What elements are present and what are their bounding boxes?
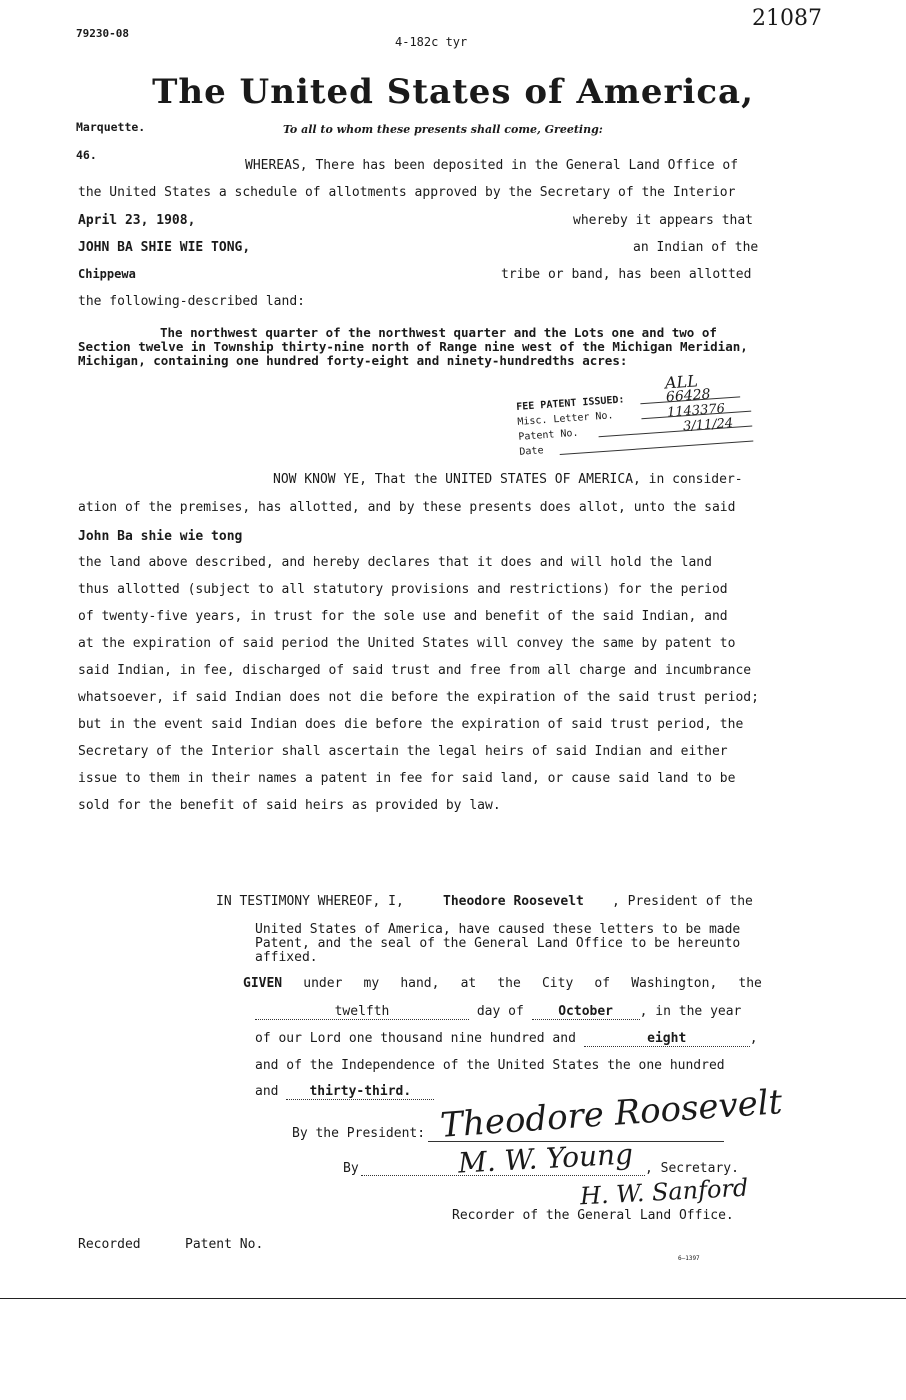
recorder-signature: H. W. Sanford bbox=[579, 1173, 749, 1211]
given-word: under bbox=[303, 976, 343, 991]
stamp-patent-no-label: Patent No. bbox=[518, 427, 579, 443]
document-number: 21087 bbox=[752, 6, 822, 31]
in-the-year-text: , in the year bbox=[639, 1004, 742, 1019]
by-label: By bbox=[343, 1161, 359, 1176]
testimony-line-3: Patent, and the seal of the General Land Office to be hereunto bbox=[255, 936, 741, 951]
land-description-line-3: Michigan, containing one hundred forty-eight and ninety-hundredths acres: bbox=[78, 353, 628, 368]
body-paragraph-line: at the expiration of said period the United States will convey the same by patent to bbox=[78, 636, 736, 651]
allotment-number: 46. bbox=[76, 148, 97, 162]
given-word: my bbox=[363, 976, 380, 991]
given-word: City bbox=[541, 976, 574, 991]
given-word: the bbox=[497, 976, 521, 991]
stamp-handwritten-date: 3/11/24 bbox=[682, 415, 734, 435]
land-description-line-2: Section twelve in Township thirty-nine north of Range nine west of the Michigan Meridian, bbox=[78, 339, 748, 354]
allottee-name-2: John Ba shie wie tong bbox=[78, 529, 243, 544]
day-of-text: day of bbox=[476, 1004, 524, 1019]
independence-line: and of the Independence of the United States the one hundred bbox=[255, 1058, 725, 1073]
stamp-misc-letter-label: Misc. Letter No. bbox=[517, 410, 614, 428]
body-paragraph-line: Secretary of the Interior shall ascertain the legal heirs of said Indian and either bbox=[78, 744, 728, 759]
tribe-name: Chippewa bbox=[78, 267, 136, 281]
stamp-rule-4 bbox=[560, 441, 754, 456]
body-paragraph-line: the land above described, and hereby declares that it does and will hold the land bbox=[78, 555, 712, 570]
given-word: the bbox=[738, 976, 762, 991]
testimony-line-4: affixed. bbox=[255, 950, 318, 965]
body-paragraph-line: issue to them in their names a patent in fee for said land, or cause said land to be bbox=[78, 771, 736, 786]
year-field: eight bbox=[584, 1031, 750, 1047]
land-office: Marquette. bbox=[76, 120, 146, 134]
day-field: twelfth bbox=[255, 1004, 469, 1020]
secretary-signature: M. W. Young bbox=[457, 1137, 634, 1180]
following-text: the following-described land: bbox=[78, 294, 305, 309]
president-of-text: , President of the bbox=[612, 894, 753, 909]
form-code: 6—1397 bbox=[678, 1255, 700, 1262]
given-line bbox=[243, 976, 762, 991]
body-paragraph-line: whatsoever, if said Indian does not die before the expiration of the said trust period; bbox=[78, 690, 759, 705]
independence-year-line bbox=[255, 1084, 434, 1100]
stamp-handwritten-all: ALL bbox=[664, 371, 699, 393]
fee-patent-stamp bbox=[515, 370, 780, 462]
given-word: Washington, bbox=[631, 976, 718, 991]
lord-year-line bbox=[255, 1031, 758, 1047]
by-president-label: By the President: bbox=[292, 1126, 426, 1141]
independence-year-field: thirty-third. bbox=[286, 1084, 434, 1100]
body-paragraph-line: said Indian, in fee, discharged of said trust and free from all charge and incumbrance bbox=[78, 663, 752, 678]
stamp-date-label: Date bbox=[519, 445, 544, 458]
testimony-intro: IN TESTIMONY WHEREOF, I, bbox=[216, 894, 404, 909]
document-title: The United States of America, bbox=[152, 72, 754, 112]
stamp-handwritten-fee-patent: 66428 bbox=[665, 386, 712, 406]
body-paragraph-line: sold for the benefit of said heirs as provided by law. bbox=[78, 798, 501, 813]
stamp-handwritten-misc-letter: 1143376 bbox=[666, 401, 726, 421]
month-field: October bbox=[532, 1004, 640, 1020]
given-word: of bbox=[594, 976, 611, 991]
indian-of-text: an Indian of the bbox=[633, 240, 759, 255]
year-comma: , bbox=[749, 1031, 758, 1046]
whereas-line-2: the United States a schedule of allotments approved by the Secretary of the Interior bbox=[78, 185, 736, 200]
reference-code: 4-182c tyr bbox=[395, 35, 468, 49]
patent-no-label: Patent No. bbox=[185, 1237, 264, 1252]
secretary-label: , Secretary. bbox=[645, 1161, 739, 1176]
recorder-label: Recorder of the General Land Office. bbox=[452, 1208, 734, 1223]
salutation: To all to whom these presents shall come, Greeting: bbox=[283, 123, 603, 136]
president-signature: Theodore Roosevelt bbox=[439, 1082, 784, 1146]
stamp-fee-patent-label: FEE PATENT ISSUED: bbox=[515, 394, 625, 413]
whereas-line-1: WHEREAS, There has been deposited in the General Land Office of bbox=[245, 158, 739, 173]
body-paragraph-line: thus allotted (subject to all statutory provisions and restrictions) for the period bbox=[78, 582, 728, 597]
body-paragraph-line: of twenty-five years, in trust for the sole use and benefit of the said Indian, and bbox=[78, 609, 728, 624]
lord-text: of our Lord one thousand nine hundred and bbox=[255, 1031, 576, 1046]
now-know-line-1: NOW KNOW YE, That the UNITED STATES OF AMERICA, in consider- bbox=[273, 472, 743, 487]
president-name: Theodore Roosevelt bbox=[443, 894, 584, 909]
and-text: and bbox=[255, 1084, 279, 1099]
file-code: 79230-08 bbox=[76, 27, 129, 40]
now-know-line-2: ation of the premises, has allotted, and by these presents does allot, unto the said bbox=[78, 500, 736, 515]
body-paragraph-line: but in the event said Indian does die before the expiration of said trust period, the bbox=[78, 717, 744, 732]
recorded-label: Recorded bbox=[78, 1237, 141, 1252]
approval-date: April 23, 1908, bbox=[78, 213, 196, 228]
given-word: GIVEN bbox=[243, 976, 283, 991]
given-word: hand, bbox=[400, 976, 440, 991]
bottom-rule bbox=[0, 1298, 906, 1299]
given-word: at bbox=[460, 976, 477, 991]
date-line bbox=[255, 1004, 741, 1020]
allottee-name: JOHN BA SHIE WIE TONG, bbox=[78, 240, 251, 255]
whereby-text: whereby it appears that bbox=[573, 213, 754, 228]
tribe-band-text: tribe or band, has been allotted bbox=[501, 267, 752, 282]
testimony-line-2: United States of America, have caused these letters to be made bbox=[255, 922, 741, 937]
land-description-line-1: The northwest quarter of the northwest quarter and the Lots one and two of bbox=[160, 325, 717, 340]
